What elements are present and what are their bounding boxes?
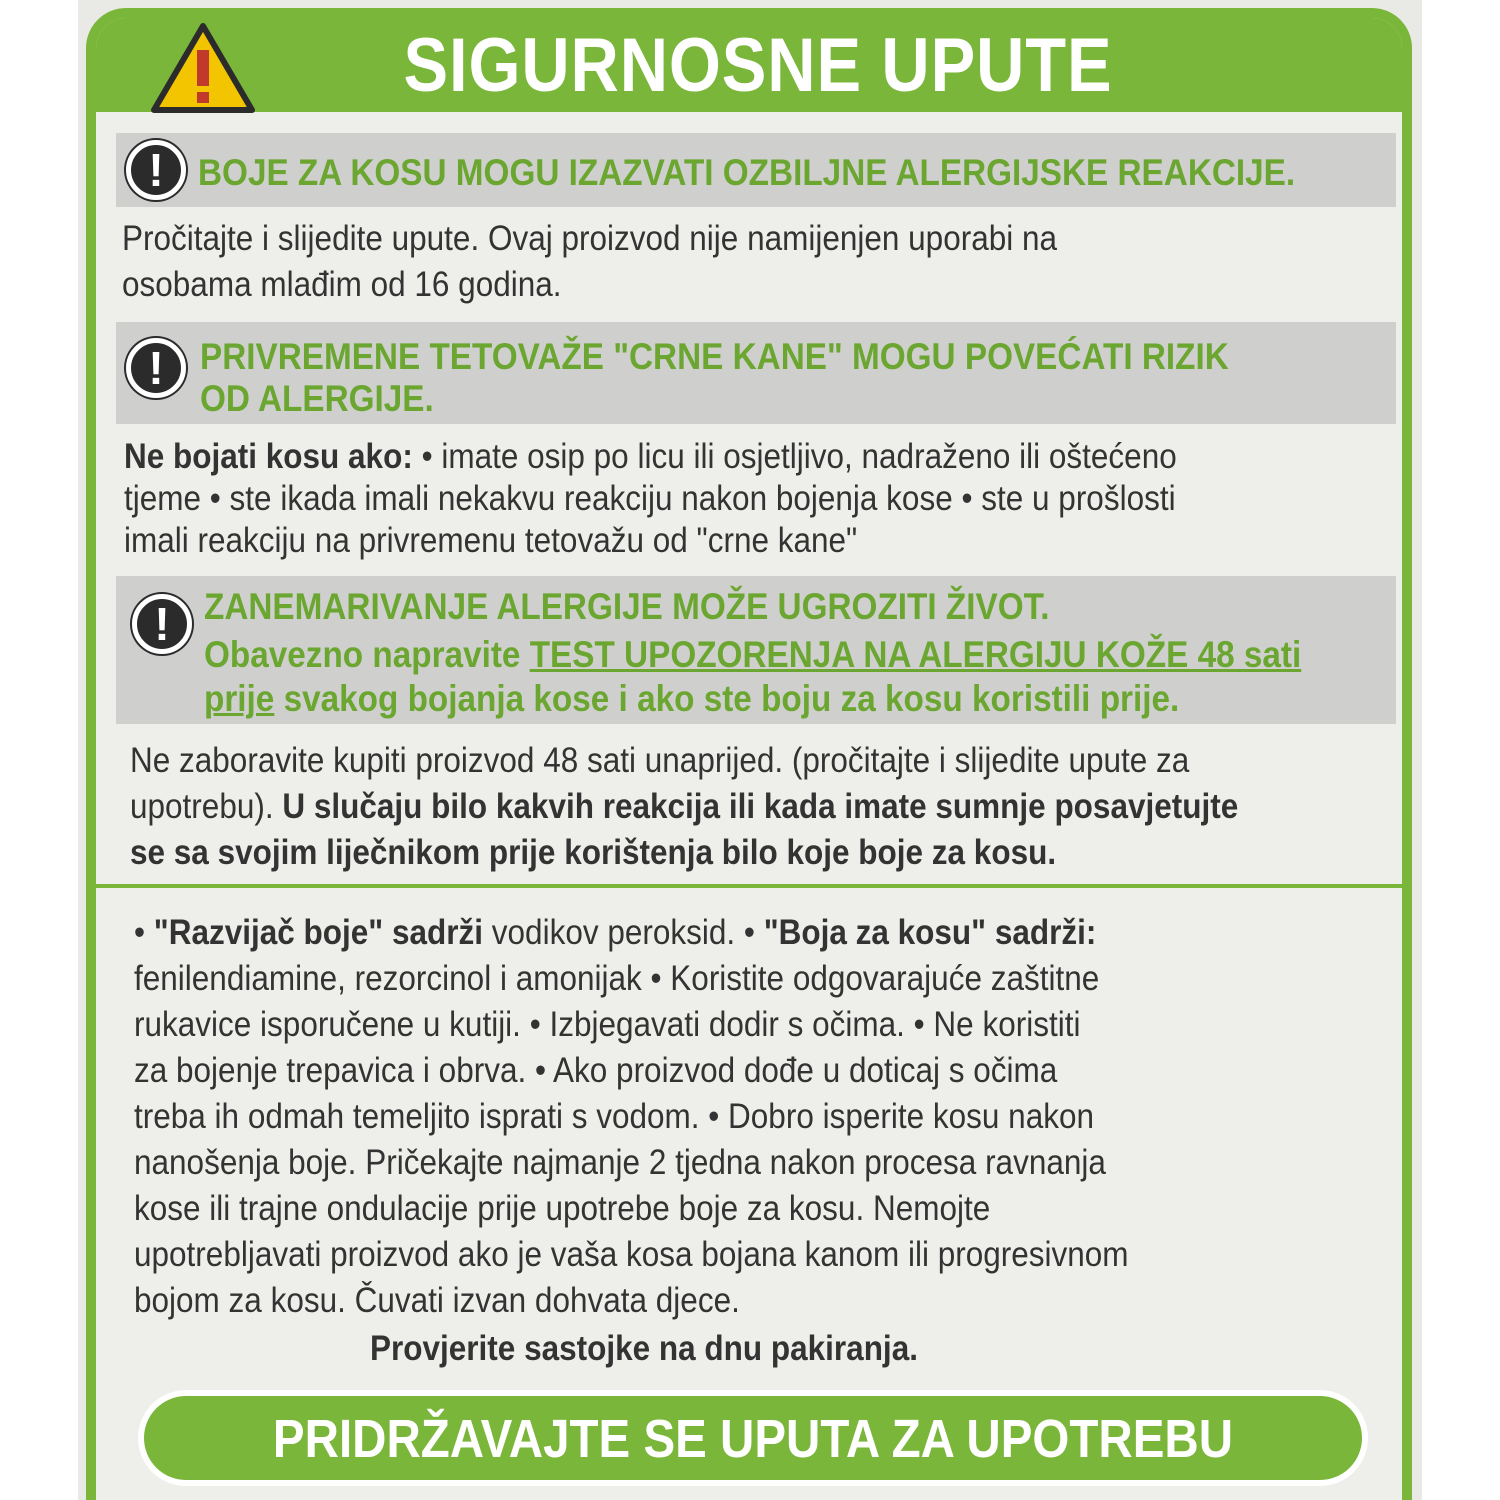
warning-3-heading-line-1: ZANEMARIVANJE ALERGIJE MOŽE UGROZITI ŽIVOT. bbox=[204, 586, 1050, 627]
info-line-6: nanošenja boje. Pričekajte najmanje 2 tjedna nakon procesa ravnanja bbox=[134, 1143, 1106, 1182]
warning-2-body-bold: Ne bojati kosu ako: bbox=[124, 437, 413, 476]
warning-3-body-line-3 bbox=[130, 832, 1056, 874]
product-label bbox=[78, 0, 1422, 1500]
warning-3-heading-line-3 bbox=[204, 678, 1179, 720]
warning-3-body-bold: U slučaju bilo kakvih reakcija ili kada imate sumnje posavjetujte bbox=[282, 787, 1239, 826]
warning-1-heading: BOJE ZA KOSU MOGU IZAZVATI OZBILJNE ALERGIJSKE REAKCIJE. bbox=[198, 152, 1296, 193]
info-line-4: za bojenje trepavica i obrva. • Ako proizvod dođe u doticaj s očima bbox=[134, 1051, 1058, 1090]
warning-2-heading-line-2: OD ALERGIJE. bbox=[200, 378, 434, 419]
info-line-2: fenilendiamine, rezorcinol i amonijak • Koristite odgovarajuće zaštitne bbox=[134, 959, 1100, 998]
footer-banner-text: PRIDRŽAVAJTE SE UPUTA ZA UPOTREBU bbox=[272, 1409, 1234, 1469]
info-line-7: kose ili trajne ondulacije prije upotrebe boje za kosu. Nemojte bbox=[134, 1189, 991, 1228]
warning-3-heading-prefix: Obavezno napravite bbox=[204, 634, 530, 675]
warning-3-heading-underlined-2: prije bbox=[204, 678, 275, 719]
info-line-8: upotrebljavati proizvod ako je vaša kosa bojana kanom ili progresivnom bbox=[134, 1235, 1129, 1274]
info-line-1 bbox=[134, 912, 1096, 954]
warning-3-body-prefix: upotrebu). bbox=[130, 787, 283, 826]
warning-2-body-text: • imate osip po licu ili osjetljivo, nadraženo ili oštećeno bbox=[412, 437, 1177, 476]
warning-3-heading-underlined: TEST UPOZORENJA NA ALERGIJU KOŽE 48 sati bbox=[529, 634, 1302, 675]
warning-3-heading-line-2 bbox=[204, 634, 1301, 676]
warning-3-heading-suffix: svakog bojanja kose i ako ste boju za kosu koristili prije. bbox=[274, 678, 1180, 719]
warning-2-body-line-2: tjeme • ste ikada imali nekakvu reakciju nakon bojenja kose • ste u prošlosti bbox=[124, 479, 1176, 518]
developer-label: "Razvijač boje" sadrži bbox=[153, 913, 484, 952]
developer-content: vodikov peroksid. • bbox=[483, 913, 764, 952]
exclamation-icon: ! bbox=[126, 140, 186, 200]
bullet: • bbox=[134, 913, 154, 952]
warning-2-heading-line-1: PRIVREMENE TETOVAŽE "CRNE KANE" MOGU POVEĆATI RIZIK bbox=[200, 336, 1229, 377]
dye-label: "Boja za kosu" sadrži: bbox=[763, 913, 1097, 952]
info-line-9: bojom za kosu. Čuvati izvan dohvata djece. bbox=[134, 1281, 740, 1320]
check-ingredients-note: Provjerite sastojke na dnu pakiranja. bbox=[370, 1329, 918, 1368]
warning-triangle-icon bbox=[148, 20, 258, 116]
warning-3-body-line-2 bbox=[130, 786, 1238, 828]
warning-3-body-line-1: Ne zaboravite kupiti proizvod 48 sati unaprijed. (pročitajte i slijedite upute za bbox=[130, 741, 1190, 780]
exclamation-icon: ! bbox=[126, 338, 186, 398]
warning-2-body-line-1 bbox=[124, 436, 1177, 478]
info-line-3: rukavice isporučene u kutiji. • Izbjegavati dodir s očima. • Ne koristiti bbox=[134, 1005, 1081, 1044]
info-line-5: treba ih odmah temeljito isprati s vodom. • Dobro isperite kosu nakon bbox=[134, 1097, 1095, 1136]
warning-1-body-line-1: Pročitajte i slijedite upute. Ovaj proizvod nije namijenjen uporabi na bbox=[122, 219, 1058, 258]
section-divider bbox=[86, 884, 1412, 888]
page-title: SIGURNOSNE UPUTE bbox=[403, 23, 1113, 108]
exclamation-icon: ! bbox=[132, 594, 192, 654]
warning-2-body-line-3: imali reakciju na privremenu tetovažu od "crne kane" bbox=[124, 521, 858, 560]
warning-1-body-line-2: osobama mlađim od 16 godina. bbox=[122, 265, 562, 304]
warning-3-body-bold-2: se sa svojim liječnikom prije korištenja bilo koje boje za kosu. bbox=[130, 833, 1057, 872]
